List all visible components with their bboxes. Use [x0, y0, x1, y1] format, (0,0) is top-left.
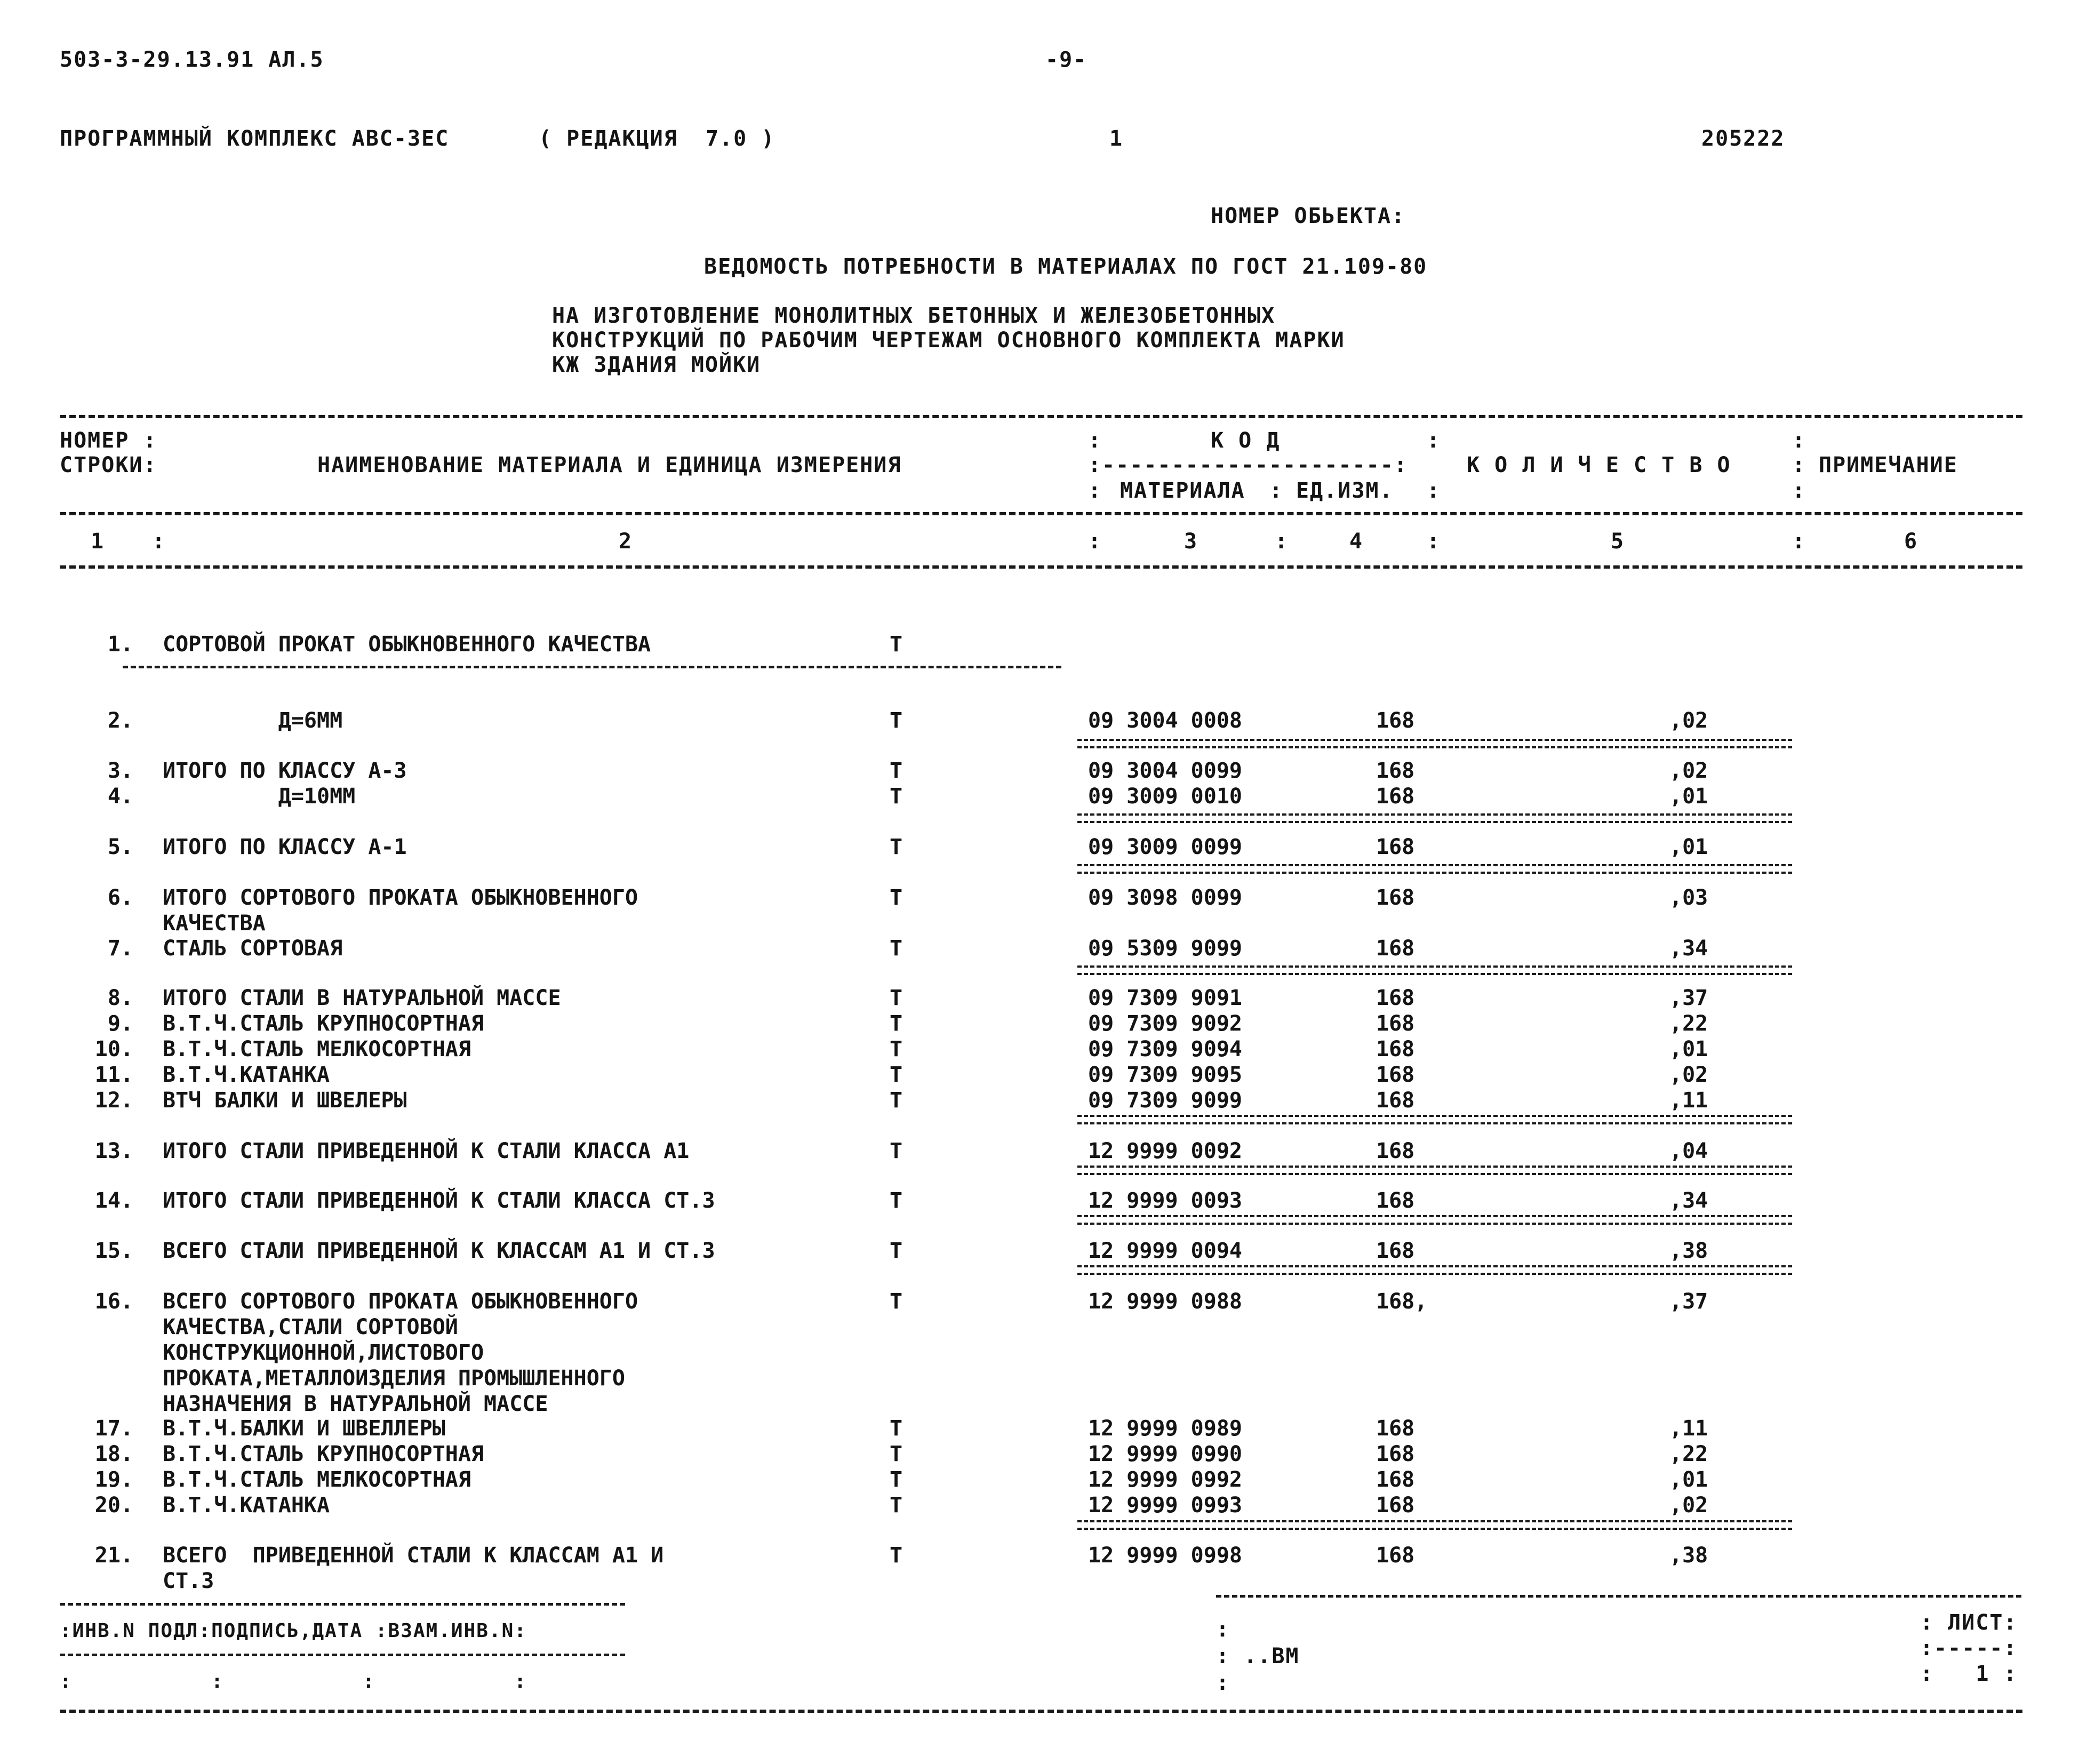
colon-sep: :: [1275, 529, 1289, 554]
drawing-reference: : ..ВМ: [1216, 1644, 1300, 1669]
row-unit: Т: [890, 784, 903, 809]
sheet-label: : ЛИСТ:: [1920, 1610, 2018, 1635]
row-unit: Т: [890, 936, 903, 961]
col-code-header: К О Д: [1211, 428, 1281, 453]
row-quantity: ,03: [1669, 885, 1708, 910]
total-separator: [1077, 1520, 1792, 1530]
colon-sep: :: [1427, 428, 1441, 453]
row-material-name: ВТЧ БАЛКИ И ШВЕЛЕРЫ: [163, 1088, 407, 1113]
row-quantity: ,37: [1669, 986, 1708, 1010]
row-unit-code: 168: [1376, 1543, 1415, 1568]
row-number: 2.: [107, 708, 133, 733]
row-number: 6.: [107, 885, 133, 910]
row-quantity: ,38: [1669, 1239, 1708, 1263]
row-unit: Т: [890, 708, 903, 733]
row-material-code: 09 7309 9095: [1088, 1063, 1242, 1087]
row-quantity: ,37: [1669, 1289, 1708, 1314]
row-number: 15.: [94, 1239, 133, 1263]
title-line-3: КОНСТРУКЦИЙ ПО РАБОЧИМ ЧЕРТЕЖАМ ОСНОВНОГО КОМПЛЕКТА МАРКИ: [552, 328, 1345, 353]
row-material-name: Д=10ММ: [163, 784, 356, 809]
page-bottom-rule: [60, 1710, 2022, 1713]
row-material-name: В.Т.Ч.БАЛКИ И ШВЕЛЛЕРЫ: [163, 1416, 445, 1441]
row-quantity: ,11: [1669, 1416, 1708, 1441]
col-index-1: 1: [91, 529, 105, 554]
stamp-mid-rule: [60, 1654, 625, 1656]
row-material-code: 09 3004 0008: [1088, 708, 1242, 733]
row-unit-code: 168: [1376, 1493, 1415, 1518]
row-material-code: 12 9999 0993: [1088, 1493, 1242, 1518]
row-material-code: 09 3009 0099: [1088, 835, 1242, 859]
row-quantity: ,34: [1669, 1188, 1708, 1213]
row-quantity: ,01: [1669, 784, 1708, 809]
colon-sep: :: [1792, 428, 1806, 453]
row-material-name: Д=6ММ: [163, 708, 343, 733]
colon-sep: :: [1088, 428, 1102, 453]
row-number: 18.: [94, 1442, 133, 1466]
row-material-code: 12 9999 0989: [1088, 1416, 1242, 1441]
row-material-name-cont: КАЧЕСТВА: [163, 911, 266, 936]
row-number: 16.: [94, 1289, 133, 1314]
col-number-label-a: НОМЕР :: [60, 428, 157, 453]
colon-sep: :: [1216, 1617, 1230, 1642]
row-quantity: ,01: [1669, 835, 1708, 859]
row-material-name: ВСЕГО СТАЛИ ПРИВЕДЕННОЙ К КЛАССАМ А1 И СТ.3: [163, 1239, 715, 1263]
row-material-code: 12 9999 0988: [1088, 1289, 1242, 1314]
row-quantity: ,02: [1669, 1493, 1708, 1518]
row-quantity: ,02: [1669, 708, 1708, 733]
row-unit: Т: [890, 1289, 903, 1314]
row-unit: Т: [890, 1416, 903, 1441]
row-material-code: 09 5309 9099: [1088, 936, 1242, 961]
title-line-4: КЖ ЗДАНИЯ МОЙКИ: [552, 353, 761, 377]
colon-sep: :: [152, 529, 166, 554]
row-unit-code: 168: [1376, 1467, 1415, 1492]
page-number: -9-: [1045, 47, 1088, 72]
col-note-header: ПРИМЕЧАНИЕ: [1819, 453, 1958, 477]
row-unit-code: 168,: [1376, 1289, 1428, 1314]
col-index-4: 4: [1349, 529, 1364, 554]
header-bottom-rule: [60, 565, 2022, 569]
row-unit-code: 168: [1376, 1416, 1415, 1441]
colon-sep: :: [1088, 478, 1102, 503]
row-material-code: 12 9999 0998: [1088, 1543, 1242, 1568]
total-separator: [1077, 965, 1792, 975]
colon-sep: :: [1427, 478, 1441, 503]
total-separator: [1077, 813, 1792, 823]
row-unit: Т: [890, 1011, 903, 1036]
stamp-blank-fields: : : : :: [60, 1671, 527, 1693]
row-material-name: В.Т.Ч.СТАЛЬ КРУПНОСОРТНАЯ: [163, 1442, 484, 1466]
row-quantity: ,34: [1669, 936, 1708, 961]
row-quantity: ,11: [1669, 1088, 1708, 1113]
colon-sep: :: [1792, 529, 1806, 554]
row-unit: Т: [890, 1063, 903, 1087]
row-unit: Т: [890, 1543, 903, 1568]
row-quantity: ,38: [1669, 1543, 1708, 1568]
row-number: 14.: [94, 1188, 133, 1213]
row-unit: Т: [890, 632, 903, 657]
row-number: 10.: [94, 1037, 133, 1061]
row-material-name: В.Т.Ч.КАТАНКА: [163, 1493, 330, 1518]
row-material-code: 09 7309 9091: [1088, 986, 1242, 1010]
row-material-name: ИТОГО СТАЛИ В НАТУРАЛЬНОЙ МАССЕ: [163, 986, 561, 1010]
row-quantity: ,22: [1669, 1442, 1708, 1466]
row-unit-code: 168: [1376, 1063, 1415, 1087]
row-material-name: ИТОГО ПО КЛАССУ А-3: [163, 759, 407, 783]
row-quantity: ,02: [1669, 759, 1708, 783]
row-unit-code: 168: [1376, 708, 1415, 733]
row-material-name: В.Т.Ч.КАТАНКА: [163, 1063, 330, 1087]
header-top-rule: [60, 415, 2022, 418]
colon-sep: :: [1269, 478, 1284, 503]
row-number: 13.: [94, 1139, 133, 1163]
row-number: 11.: [94, 1063, 133, 1087]
row-unit: Т: [890, 1239, 903, 1263]
col-index-5: 5: [1611, 529, 1625, 554]
row-material-name-cont: КОНСТРУКЦИОННОЙ,ЛИСТОВОГО: [163, 1340, 484, 1365]
col-index-6: 6: [1904, 529, 1918, 554]
code-sep-rule: :---------------------:: [1088, 453, 1408, 477]
sheet-separator: :-----:: [1920, 1636, 2018, 1661]
header-mid-rule: [60, 512, 2022, 515]
row-number: 12.: [94, 1088, 133, 1113]
row-material-code: 12 9999 0990: [1088, 1442, 1242, 1466]
row-number: 19.: [94, 1467, 133, 1492]
row-material-name: ИТОГО СТАЛИ ПРИВЕДЕННОЙ К СТАЛИ КЛАССА СТ.3: [163, 1188, 715, 1213]
row-unit: Т: [890, 885, 903, 910]
row-material-name: В.Т.Ч.СТАЛЬ МЕЛКОСОРТНАЯ: [163, 1037, 471, 1061]
row-material-name-cont: КАЧЕСТВА,СТАЛИ СОРТОВОЙ: [163, 1315, 458, 1339]
row-material-name: СОРТОВОЙ ПРОКАТ ОБЫКНОВЕННОГО КАЧЕСТВА: [163, 632, 651, 657]
row-material-code: 09 3009 0010: [1088, 784, 1242, 809]
row-unit-code: 168: [1376, 1037, 1415, 1061]
row-quantity: ,01: [1669, 1467, 1708, 1492]
col-index-2: 2: [619, 529, 633, 554]
row-unit-code: 168: [1376, 1442, 1415, 1466]
total-separator: [1077, 1166, 1792, 1175]
object-number-label: НОМЕР ОБЬЕКТА:: [1211, 204, 1406, 228]
stamp-top-rule: [60, 1603, 625, 1606]
row-unit: Т: [890, 1037, 903, 1061]
colon-sep: :: [1088, 529, 1102, 554]
row-unit: Т: [890, 835, 903, 859]
total-separator: [1077, 1215, 1792, 1225]
title-block-top-rule: [1216, 1595, 2021, 1598]
total-separator: [1077, 739, 1792, 748]
row-material-name: ВСЕГО СОРТОВОГО ПРОКАТА ОБЫКНОВЕННОГО: [163, 1289, 638, 1314]
row-material-code: 09 3098 0099: [1088, 885, 1242, 910]
total-separator: [1077, 864, 1792, 874]
row-material-code: 12 9999 0992: [1088, 1467, 1242, 1492]
doc-code: 503-3-29.13.91 АЛ.5: [60, 47, 324, 72]
row-unit-code: 168: [1376, 885, 1415, 910]
row-material-code: 12 9999 0093: [1088, 1188, 1242, 1213]
total-separator: [1077, 1115, 1792, 1124]
row-number: 7.: [107, 936, 133, 961]
row-material-name-cont: СТ.3: [163, 1569, 214, 1593]
col-number-label-b: СТРОКИ:: [60, 453, 157, 477]
row-number: 21.: [94, 1543, 133, 1568]
title-line-2: НА ИЗГОТОВЛЕНИЕ МОНОЛИТНЫХ БЕТОННЫХ И ЖЕЛЕЗОБЕТОННЫХ: [552, 304, 1276, 328]
colon-sep: :: [1427, 529, 1441, 554]
row-unit-code: 168: [1376, 1139, 1415, 1163]
row-number: 3.: [107, 759, 133, 783]
colon-sep: :: [1216, 1671, 1230, 1695]
row-number: 20.: [94, 1493, 133, 1518]
row-unit: Т: [890, 1139, 903, 1163]
colon-sep: :: [1792, 453, 1806, 477]
col-index-3: 3: [1184, 529, 1198, 554]
sheet-number: 1: [1109, 126, 1124, 151]
section-underline: [123, 666, 1061, 668]
row-unit-code: 168: [1376, 1088, 1415, 1113]
row-material-code: 09 7309 9092: [1088, 1011, 1242, 1036]
row-material-name: В.Т.Ч.СТАЛЬ КРУПНОСОРТНАЯ: [163, 1011, 484, 1036]
row-number: 4.: [107, 784, 133, 809]
total-separator: [1077, 1265, 1792, 1275]
row-quantity: ,01: [1669, 1037, 1708, 1061]
row-material-name: ИТОГО ПО КЛАССУ А-1: [163, 835, 407, 859]
row-unit: Т: [890, 986, 903, 1010]
row-unit-code: 168: [1376, 1011, 1415, 1036]
row-unit: Т: [890, 1188, 903, 1213]
row-material-code: 12 9999 0094: [1088, 1239, 1242, 1263]
col-quantity-header: К О Л И Ч Е С Т В О: [1467, 453, 1731, 477]
row-material-name-cont: НАЗНАЧЕНИЯ В НАТУРАЛЬНОЙ МАССЕ: [163, 1392, 548, 1416]
row-material-name: СТАЛЬ СОРТОВАЯ: [163, 936, 343, 961]
document-code: 205222: [1701, 126, 1785, 151]
row-unit: Т: [890, 1442, 903, 1466]
col-code-unit: ЕД.ИЗМ.: [1296, 478, 1394, 503]
col-code-material: МАТЕРИАЛА: [1120, 478, 1245, 503]
row-material-name: ИТОГО СТАЛИ ПРИВЕДЕННОЙ К СТАЛИ КЛАССА А1: [163, 1139, 690, 1163]
program-name: ПРОГРАММНЫЙ КОМПЛЕКС АВС-ЗЕС: [60, 126, 450, 151]
stamp-labels: :ИНВ.N ПОДЛ:ПОДПИСЬ,ДАТА :ВЗАМ.ИНВ.N:: [60, 1620, 527, 1642]
edition: ( РЕДАКЦИЯ 7.0 ): [539, 126, 775, 151]
col-name-header: НАИМЕНОВАНИЕ МАТЕРИАЛА И ЕДИНИЦА ИЗМЕРЕНИЯ: [317, 453, 902, 477]
row-number: 1.: [107, 632, 133, 657]
row-quantity: ,02: [1669, 1063, 1708, 1087]
row-unit-code: 168: [1376, 936, 1415, 961]
row-material-name-cont: ПРОКАТА,МЕТАЛЛОИЗДЕЛИЯ ПРОМЫШЛЕННОГО: [163, 1366, 625, 1391]
row-material-name: В.Т.Ч.СТАЛЬ МЕЛКОСОРТНАЯ: [163, 1467, 471, 1492]
row-unit-code: 168: [1376, 1239, 1415, 1263]
title-line-1: ВЕДОМОСТЬ ПОТРЕБНОСТИ В МАТЕРИАЛАХ ПО ГОСТ 21.109-80: [704, 254, 1428, 279]
row-unit-code: 168: [1376, 835, 1415, 859]
row-material-name: ИТОГО СОРТОВОГО ПРОКАТА ОБЫКНОВЕННОГО: [163, 885, 638, 910]
row-material-code: 12 9999 0092: [1088, 1139, 1242, 1163]
row-unit-code: 168: [1376, 986, 1415, 1010]
row-quantity: ,22: [1669, 1011, 1708, 1036]
row-number: 17.: [94, 1416, 133, 1441]
row-unit: Т: [890, 1088, 903, 1113]
row-material-code: 09 3004 0099: [1088, 759, 1242, 783]
sheet-value: : 1 :: [1920, 1662, 2018, 1686]
row-unit-code: 168: [1376, 759, 1415, 783]
row-number: 8.: [107, 986, 133, 1010]
colon-sep: :: [1792, 478, 1806, 503]
row-unit: Т: [890, 759, 903, 783]
row-number: 9.: [107, 1011, 133, 1036]
row-quantity: ,04: [1669, 1139, 1708, 1163]
row-unit: Т: [890, 1467, 903, 1492]
row-unit-code: 168: [1376, 784, 1415, 809]
row-unit: Т: [890, 1493, 903, 1518]
row-unit-code: 168: [1376, 1188, 1415, 1213]
row-material-name: ВСЕГО ПРИВЕДЕННОЙ СТАЛИ К КЛАССАМ А1 И: [163, 1543, 664, 1568]
row-number: 5.: [107, 835, 133, 859]
row-material-code: 09 7309 9094: [1088, 1037, 1242, 1061]
row-material-code: 09 7309 9099: [1088, 1088, 1242, 1113]
